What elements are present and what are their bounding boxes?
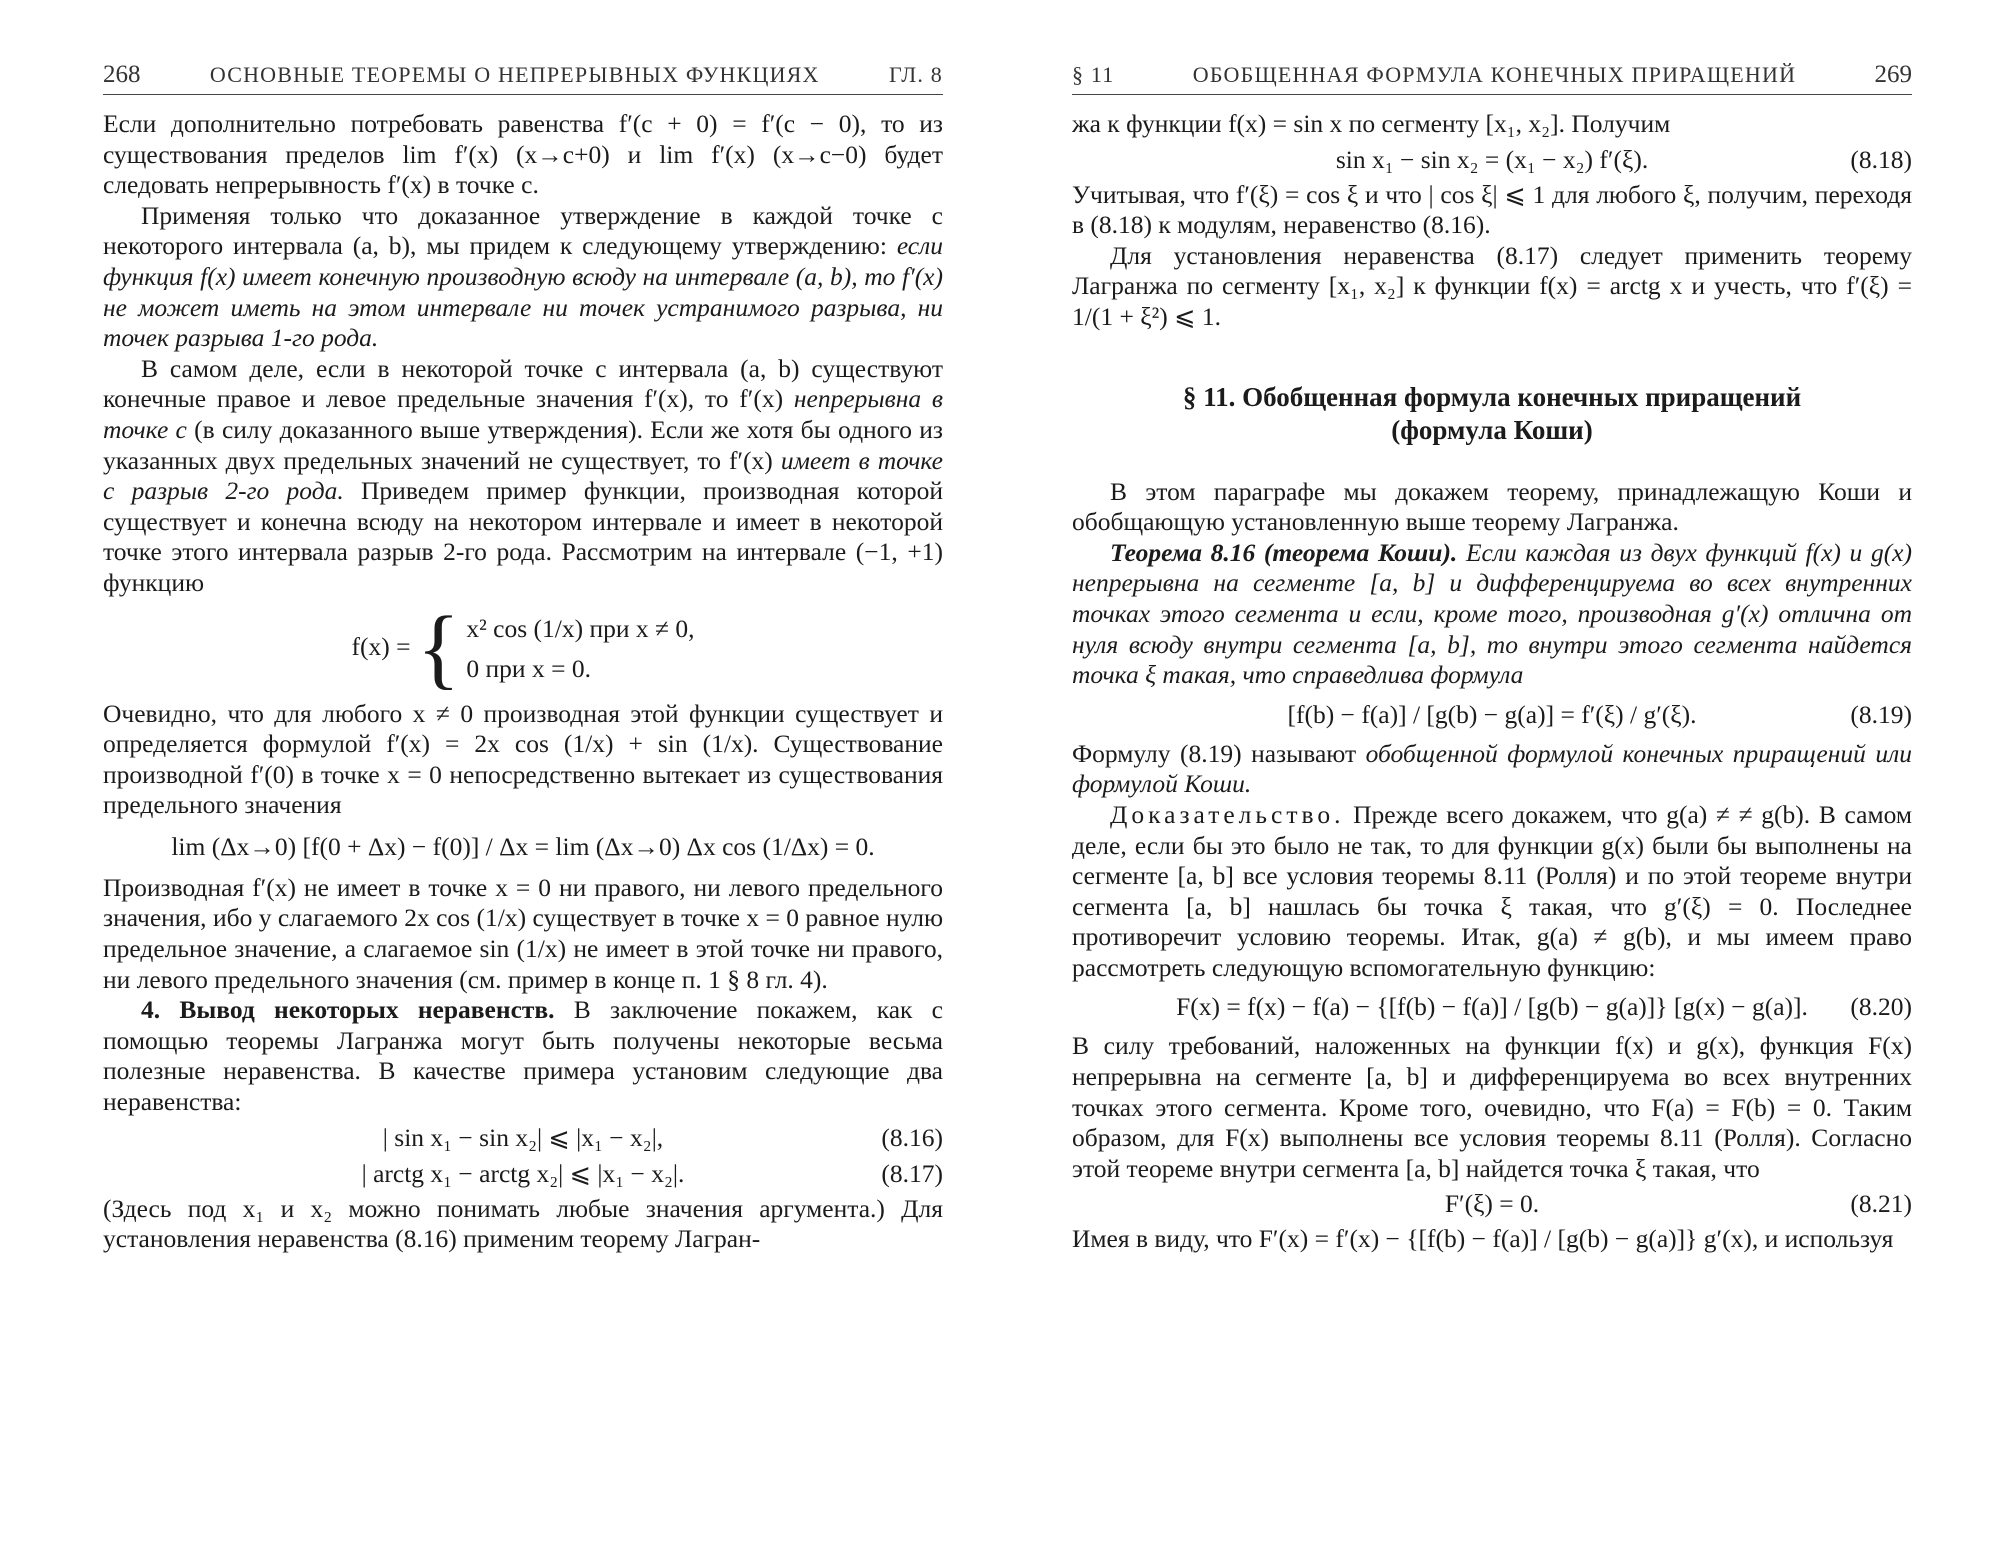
equation-8-18-body: sin x₁ − sin x₂ = (x₁ − x₂) f′(ξ). xyxy=(1335,144,1649,174)
equation-limit: lim (Δx→0) [f(0 + Δx) − f(0)] / Δx = lim (Δx→0) Δx cos (1/Δx) = 0. xyxy=(171,831,875,861)
equation-8-19-tag: (8.19) xyxy=(1850,699,1912,729)
left-paragraph-6 xyxy=(103,995,943,1117)
equation-8-16-body: | sin x₁ − sin x₂| ⩽ |x₁ − x₂|, xyxy=(382,1122,664,1152)
right-paragraph-2: Учитывая, что f′(ξ) = cos ξ и что | cos ξ| ⩽ 1 для любого ξ, получим, переходя в (8.18) к модулям, неравенство (8.16). xyxy=(1072,179,1912,240)
equation-8-20-tag: (8.20) xyxy=(1850,992,1912,1022)
right-paragraph-5-italic: обобщенной формулой конечных приращений или формулой Коши. xyxy=(1072,738,1912,799)
left-paragraph-1: Если дополнительно потребовать равенства f′(c + 0) = f′(c − 0), то из существования пределов lim f′(x) (x→c+0) и lim f′(x) (x→c−0) будет следовать непрерывность f′(x) в точке c. xyxy=(103,109,943,200)
right-paragraph-7: В силу требований, наложенных на функции f(x) и g(x), функция F(x) непрерывна на сегменте [a, b] и дифференцируема во всех внутренних точках этого сегмента. Кроме того, очевидно, что F(a) = F(b) = 0. Таким образом, для F(x) выполнены все условия теоремы 8.11 (Ролля). Согласно этой теореме внутри сегмента [a, b] найдется точка ξ такая, что xyxy=(1072,1031,1912,1183)
right-header-title: ОБОБЩЕННАЯ ФОРМУЛА КОНЕЧНЫХ ПРИРАЩЕНИЙ xyxy=(1192,62,1797,87)
equation-8-17-body: | arctg x₁ − arctg x₂| ⩽ |x₁ − x₂|. xyxy=(361,1158,685,1188)
equation-8-18 xyxy=(1072,144,1912,176)
proof-text: Прежде всего докажем, что g(a) ≠ ≠ g(b). В самом деле, если бы это было не так, то для функции g(x) были бы выполнены на сегменте [a, b] все условия теоремы 8.11 (Ролля) и по этой теореме внутри сегмента [a, b] нашлась бы точка ξ такая, что g′(ξ) = 0. Последнее противоречит условию теоремы. Итак, g(a) ≠ g(b), и мы имеем право рассмотреть следующую вспомогательную функцию: xyxy=(1072,799,1912,982)
equation-case-1: x² cos (1/x) при x ≠ 0, xyxy=(466,613,695,643)
left-paragraph-4: Очевидно, что для любого x ≠ 0 производная этой функции существует и определяется формулой f′(x) = 2x cos (1/x) + sin (1/x). Существование производной f′(0) в точке x = 0 непосредственно вытекает из существования предельного значения xyxy=(103,698,943,820)
equation-8-17-tag: (8.17) xyxy=(881,1158,943,1188)
left-paragraph-3-italic-2: имеет в точке c разрыв 2-го рода. xyxy=(103,445,944,506)
equation-8-18-tag: (8.18) xyxy=(1850,144,1912,174)
right-paragraph-1: жа к функции f(x) = sin x по сегменту [x₁, x₂]. Получим xyxy=(1072,109,1671,138)
equation-case-2: 0 при x = 0. xyxy=(466,653,591,683)
right-page xyxy=(1072,60,1912,1255)
left-header-title: ОСНОВНЫЕ ТЕОРЕМЫ О НЕПРЕРЫВНЫХ ФУНКЦИЯХ xyxy=(209,62,820,87)
equation-8-20 xyxy=(1072,991,1912,1023)
right-paragraph-8: Имея в виду, что F′(x) = f′(x) − {[f(b) − f(a)] / [g(b) − g(a)]} g′(x), и используя xyxy=(1072,1224,1894,1254)
right-paragraph-4: В этом параграфе мы докажем теорему, принадлежащую Коши и обобщающую установленную выше теорему Лагранжа. xyxy=(1072,476,1912,537)
right-running-header xyxy=(1072,60,1912,95)
left-header-chapter: ГЛ. 8 xyxy=(888,62,943,87)
section-title-line-2: (формула Коши) xyxy=(1391,414,1593,445)
right-header-section: § 11 xyxy=(1072,62,1115,87)
left-paragraph-3-italic-1: непрерывна в точке c xyxy=(103,384,943,444)
left-paragraph-2-statement: если функция f(x) имеет конечную производную всюду на интервале (a, b), то f′(x) не может иметь на этом интервале ни точек устранимого разрыва, ни точек разрыва 1-го рода. xyxy=(103,231,943,353)
subsection-heading: 4. Вывод некоторых неравенств. xyxy=(141,995,555,1025)
equation-8-21-body: F′(ξ) = 0. xyxy=(1444,1189,1540,1219)
section-title xyxy=(1072,381,1912,447)
left-paragraph-3 xyxy=(103,354,943,599)
right-page-number: 269 xyxy=(1874,61,1912,88)
equation-8-16 xyxy=(103,1122,943,1154)
theorem-statement: Если каждая из двух функций f(x) и g(x) непрерывна на сегменте [a, b] и дифференцируема во всех внутренних точках этого сегмента и если, кроме того, производная g′(x) отлична от нуля всюду внутри сегмента [a, b], то внутри этого сегмента найдется точка ξ такая, что справедлива формула xyxy=(1072,537,1912,690)
right-paragraph-5-text: Формулу (8.19) называют xyxy=(1072,738,1366,768)
theorem-8-16 xyxy=(1072,538,1912,691)
equation-function-lhs: f(x) = xyxy=(351,631,411,661)
equation-8-19-body: [f(b) − f(a)] / [g(b) − g(a)] = f′(ξ) / g′(ξ). xyxy=(1287,699,1697,729)
section-title-line-1: § 11. Обобщенная формула конечных приращений xyxy=(1182,381,1802,412)
equation-8-19 xyxy=(1072,699,1912,731)
left-paragraph-2 xyxy=(103,201,943,354)
equation-8-16-tag: (8.16) xyxy=(881,1122,943,1152)
equation-8-21-tag: (8.21) xyxy=(1850,1189,1912,1219)
right-paragraph-3: Для установления неравенства (8.17) следует применить теорему Лагранжа по сегменту [x₁, x₂] к функции f(x) = arctg x и учесть, что f′(ξ) = 1/(1 + ξ²) ⩽ 1. xyxy=(1072,240,1912,331)
brace-symbol: { xyxy=(416,598,461,698)
left-paragraph-5: Производная f′(x) не имеет в точке x = 0 ни правого, ни левого предельного значения, ибо у слагаемого 2x cos (1/x) существует в точке x = 0 равное нулю предельное значение, а слагаемое sin (1/x) не имеет в этой точке ни правого, ни левого предельного значения (см. пример в конце п. 1 § 8 гл. 4). xyxy=(103,872,943,994)
theorem-label: Теорема 8.16 (теорема Коши). xyxy=(1110,537,1458,567)
equation-8-17 xyxy=(103,1158,943,1190)
proof xyxy=(1072,800,1912,984)
left-running-header xyxy=(103,60,943,95)
equation-function-definition xyxy=(103,598,943,698)
left-paragraph-3-text-a: В самом деле, если в некоторой точке c интервала (a, b) существуют конечные правое и левое предельные значения f′(x), то f′(x) xyxy=(103,353,943,414)
equation-8-20-body: F(x) = f(x) − f(a) − {[f(b) − f(a)] / [g(b) − g(a)]} [g(x) − g(a)]. xyxy=(1176,992,1808,1022)
equation-8-21 xyxy=(1072,1188,1912,1220)
left-paragraph-3-text-b: (в силу доказанного выше утверждения). Если же хотя бы одного из указанных двух предельных значений не существует, то f′(x) xyxy=(103,414,943,475)
left-page-number: 268 xyxy=(103,61,141,88)
equation-cases xyxy=(466,609,694,689)
proof-label: Доказательство. xyxy=(1110,799,1345,829)
right-paragraph-5 xyxy=(1072,739,1912,800)
left-page xyxy=(103,60,943,1255)
left-paragraph-3-text-c: Приведем пример функции, производная которой существует и конечна всюду на некотором интервале и имеет в некоторой точке этого интервала разрыв 2-го рода. Рассмотрим на интервале (−1, +1) функцию xyxy=(103,476,943,597)
left-paragraph-6-text: В заключение покажем, как с помощью теоремы Лагранжа могут быть получены некоторые весьма полезные неравенства. В качестве примера установим следующие два неравенства: xyxy=(103,995,943,1117)
left-paragraph-7: (Здесь под x₁ и x₂ можно понимать любые значения аргумента.) Для установления неравенства (8.16) применим теорему Лагран- xyxy=(103,1193,943,1254)
left-paragraph-2-text: Применяя только что доказанное утверждение в каждой точке c некоторого интервала (a, b), мы придем к следующему утверждению: xyxy=(103,200,943,261)
